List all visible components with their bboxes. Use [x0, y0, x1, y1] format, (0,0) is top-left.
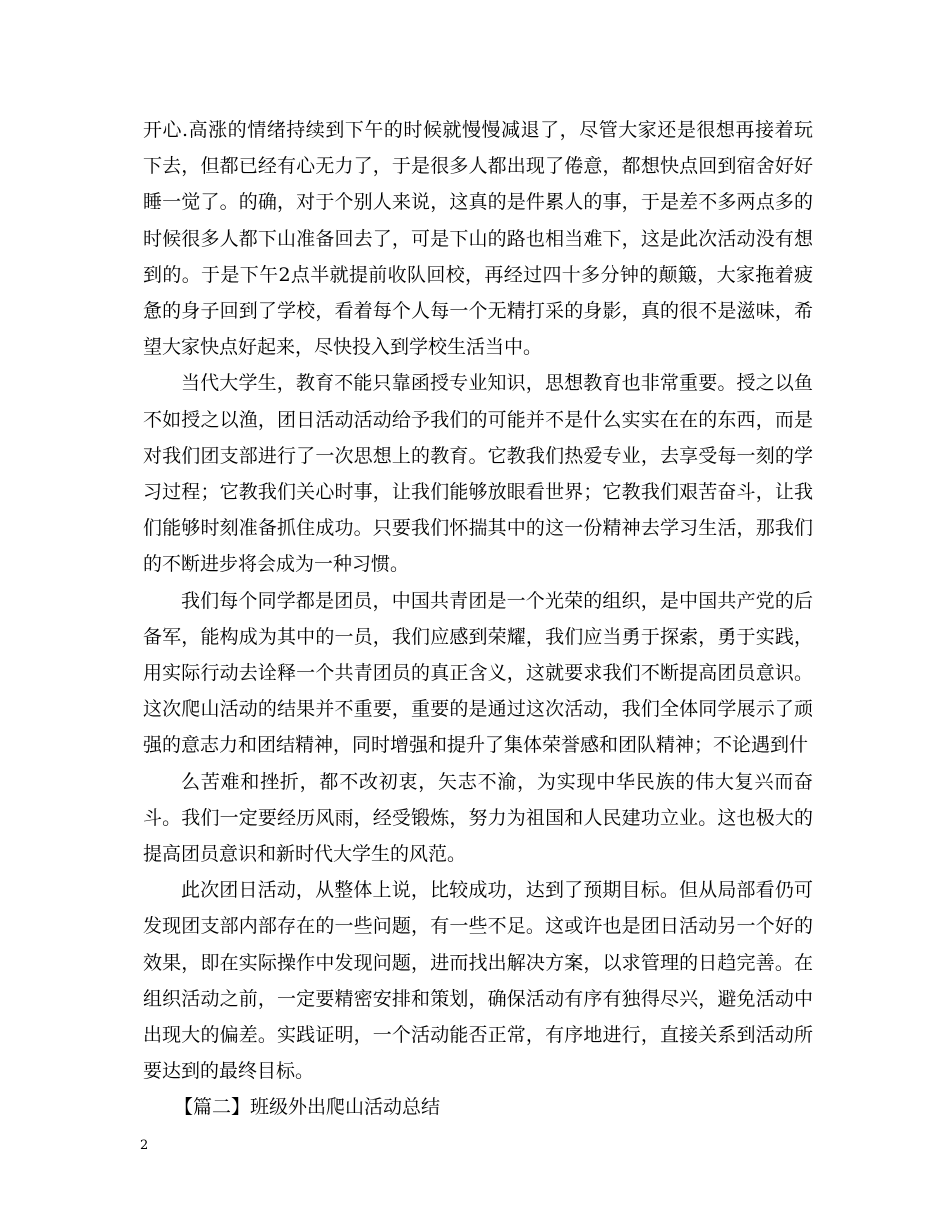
paragraph-education: 当代大学生，教育不能只靠函授专业知识，思想教育也非常重要。授之以鱼不如授之以渔，团日活动活动给予我们的可能并不是什么实实在在的东西，而是对我们团支部进行了一次思想上的教育。它教我们热爱专业，去享受每一刻的学习过程；它教我们关心时事，让我们能够放眼看世界；它教我们艰苦奋斗，让我们能够时刻准备抓住成功。只要我们怀揣其中的这一份精神去学习生活，那我们的不断进步将会成为一种习惯。 — [143, 372, 813, 576]
page-number: 2 — [140, 1138, 149, 1153]
paragraph-evaluation: 此次团日活动，从整体上说，比较成功，达到了预期目标。但从局部看仍可发现团支部内部存在的一些问题，有一些不足。这或许也是团日活动另一个好的效果，即在实际操作中发现问题，进而找出解决方案，以求管理的日趋完善。在组织活动之前，一定要精密安排和策划，确保活动有序有独得尽兴，避免活动中出现大的偏差。实践证明，一个活动能否正常，有序地进行，直接关系到活动所要达到的最终目标。 — [143, 879, 813, 1083]
paragraph-league-members: 我们每个同学都是团员，中国共青团是一个光荣的组织，是中国共产党的后备军，能构成为其中的一员，我们应感到荣耀，我们应当勇于探索，勇于实践，用实际行动去诠释一个共青团员的真正含义，这就要求我们不断提高团员意识。这次爬山活动的结果并不重要，重要的是通过这次活动，我们全体同学展示了顽强的意志力和团结精神，同时增强和提升了集体荣誉感和团队精神；不论遇到什 — [143, 589, 813, 757]
paragraph-continued: 开心.高涨的情绪持续到下午的时候就慢慢减退了，尽管大家还是很想再接着玩下去，但都已经有心无力了，于是很多人都出现了倦意，都想快点回到宿舍好好睡一觉了。的确，对于个别人来说，这真的是件累人的事，于是差不多两点多的时候很多人都下山准备回去了，可是下山的路也相当难下，这是此次活动没有想到的。于是下午2点半就提前收队回校，再经过四十多分钟的颠簸，大家拖着疲惫的身子回到了学校，看着每个人每一个无精打采的身影，真的很不是滋味，希望大家快点好起来，尽快投入到学校生活当中。 — [143, 119, 813, 359]
paragraph-hardship: 么苦难和挫折，都不改初衷，矢志不渝，为实现中华民族的伟大复兴而奋斗。我们一定要经历风雨，经受锻炼，努力为祖国和人民建功立业。这也极大的提高团员意识和新时代大学生的风范。 — [143, 770, 813, 866]
document-body — [143, 112, 813, 1126]
section-heading: 【篇二】班级外出爬山活动总结 — [174, 1096, 441, 1119]
